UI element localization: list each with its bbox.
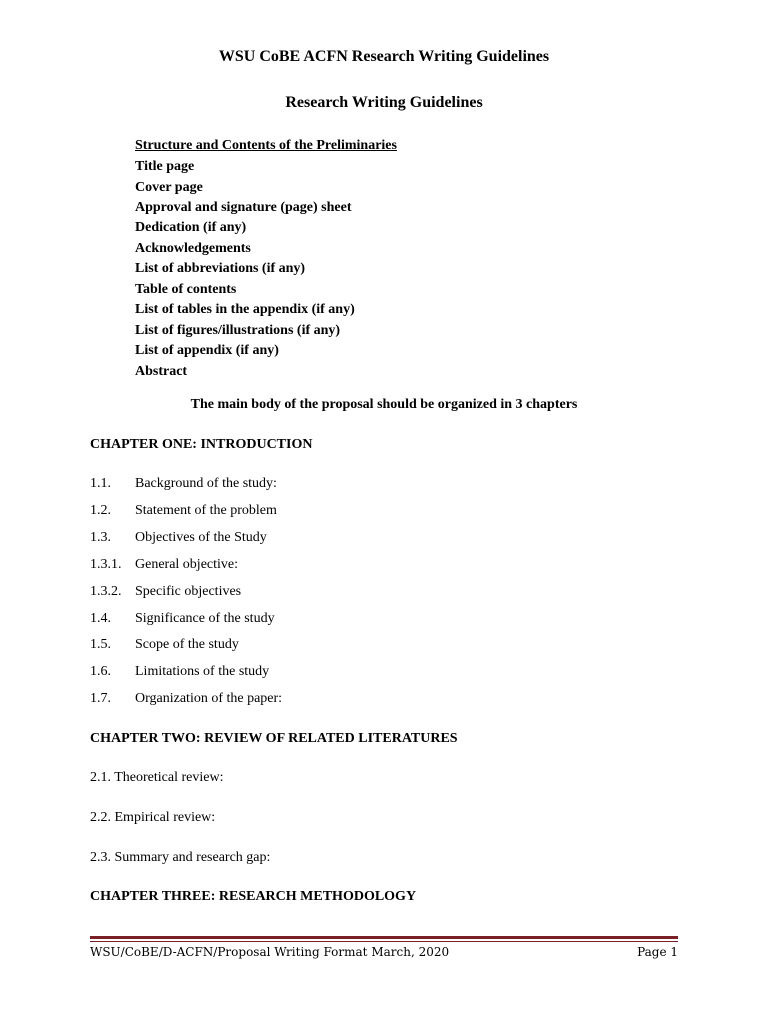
chapter-two-item: 2.2. Empirical review: <box>90 810 216 825</box>
section-number: 1.4. <box>90 611 111 626</box>
section-number: 1.2. <box>90 503 111 518</box>
section-title: Scope of the study <box>135 637 239 652</box>
chapter-two-item: 2.3. Summary and research gap: <box>90 850 271 865</box>
section-title: Background of the study: <box>135 476 277 491</box>
prelim-item: Cover page <box>135 180 203 195</box>
section-number: 1.6. <box>90 664 111 679</box>
chapter-two-item: 2.1. Theoretical review: <box>90 770 224 785</box>
prelim-item: Dedication (if any) <box>135 220 247 235</box>
document-title: WSU CoBE ACFN Research Writing Guidelines <box>218 48 550 65</box>
section-title: Specific objectives <box>135 584 242 599</box>
prelim-item: Acknowledgements <box>135 241 251 256</box>
chapter-one-heading: CHAPTER ONE: INTRODUCTION <box>90 437 313 452</box>
section-number: 1.5. <box>90 637 111 652</box>
page-number: Page 1 <box>637 945 678 959</box>
prelim-item: List of figures/illustrations (if any) <box>135 323 341 338</box>
footer-left-text: WSU/CoBE/D-ACFN/Proposal Writing Format March, 2020 <box>90 945 450 959</box>
section-title: Objectives of the Study <box>135 530 267 545</box>
chapter-two-heading: CHAPTER TWO: REVIEW OF RELATED LITERATURES <box>90 731 458 746</box>
section-title: Limitations of the study <box>135 664 270 679</box>
page-subtitle: Research Writing Guidelines <box>285 94 483 111</box>
section-title: Organization of the paper: <box>135 691 283 706</box>
footer-rule-thick <box>90 936 678 939</box>
main-body-note: The main body of the proposal should be organized in 3 chapters <box>190 397 578 412</box>
preliminaries-heading: Structure and Contents of the Preliminaries <box>135 138 397 153</box>
section-title: General objective: <box>135 557 239 572</box>
prelim-item: Approval and signature (page) sheet <box>135 200 352 215</box>
prelim-item: Table of contents <box>135 282 237 297</box>
chapter-three-heading: CHAPTER THREE: RESEARCH METHODOLOGY <box>90 889 417 904</box>
section-number: 1.3.2. <box>90 584 122 599</box>
section-title: Significance of the study <box>135 611 275 626</box>
section-number: 1.1. <box>90 476 111 491</box>
prelim-item: List of abbreviations (if any) <box>135 261 306 276</box>
prelim-item: List of appendix (if any) <box>135 343 279 358</box>
prelim-item: Abstract <box>135 364 188 379</box>
section-number: 1.7. <box>90 691 111 706</box>
prelim-item: Title page <box>135 159 195 174</box>
prelim-item: List of tables in the appendix (if any) <box>135 302 355 317</box>
footer-rule-thin <box>90 941 678 942</box>
section-number: 1.3. <box>90 530 111 545</box>
section-title: Statement of the problem <box>135 503 277 518</box>
section-number: 1.3.1. <box>90 557 122 572</box>
